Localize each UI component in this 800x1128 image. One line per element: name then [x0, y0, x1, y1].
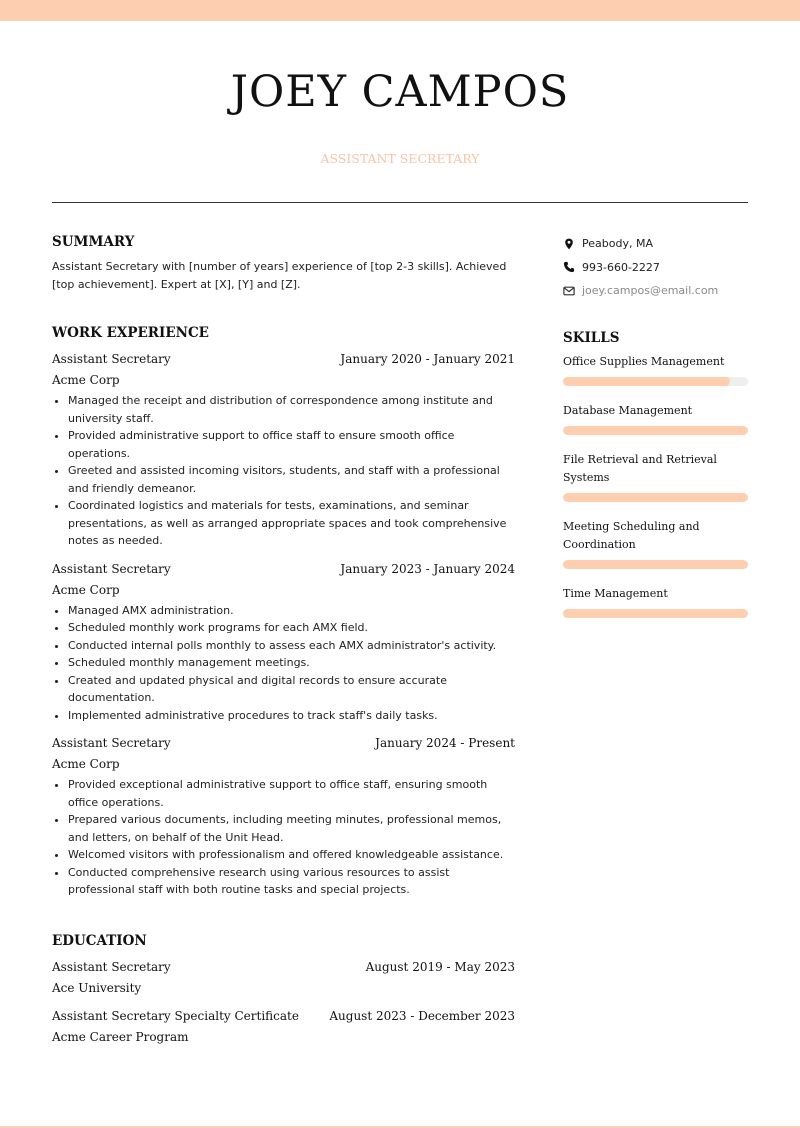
job-bullets — [52, 392, 515, 550]
job-entry — [52, 350, 515, 550]
skill-level-bar — [563, 609, 748, 618]
skill-name: Meeting Scheduling and Coordination — [563, 519, 700, 551]
job-bullet: • Provided administrative support to office staff to ensure smooth office operations. — [68, 427, 515, 462]
job-bullet: • Prepared various documents, including meeting minutes, professional memos, and letters, on behalf of the Unit Head. — [68, 811, 515, 846]
side-column — [563, 232, 748, 634]
work-experience-section — [52, 323, 515, 899]
map-pin-icon — [563, 238, 575, 250]
job-entry — [52, 560, 515, 725]
envelope-icon — [563, 285, 575, 297]
job-bullet: • Coordinated logistics and materials for tests, examinations, and seminar presentations, as well as arranged appropriate spaces and took comprehensive notes as needed. — [68, 497, 515, 550]
job-bullet: • Conducted comprehensive research using various resources to assist professional staff with both routine tasks and special projects. — [68, 864, 515, 899]
job-dates: January 2024 - Present — [375, 736, 515, 750]
job-bullet: • Managed AMX administration. — [68, 602, 515, 620]
job-dates: January 2023 - January 2024 — [340, 561, 515, 576]
summary-section — [52, 232, 515, 294]
skills-section — [563, 328, 748, 618]
skills-list — [563, 353, 748, 618]
job-bullet: • Managed the receipt and distribution of correspondence among institute and university staff. — [68, 392, 515, 427]
skill-item — [563, 402, 748, 435]
job-bullet: • Greeted and assisted incoming visitors, students, and staff with a professional and friendly demeanor. — [68, 462, 515, 497]
job-company: Acme Corp — [52, 757, 120, 771]
skill-name: Time Management — [563, 586, 668, 600]
skill-level-fill — [563, 609, 748, 618]
education-dates: August 2019 - May 2023 — [365, 959, 515, 974]
job-bullet: • Scheduled monthly work programs for each AMX field. — [68, 619, 515, 637]
education-school: Ace University — [52, 980, 142, 995]
header-divider — [52, 202, 748, 203]
education-dates: August 2023 - December 2023 — [329, 1008, 515, 1023]
work-experience-list — [52, 350, 515, 899]
skill-item — [563, 451, 748, 502]
skill-level-bar — [563, 560, 748, 569]
job-header-row — [52, 560, 515, 578]
job-bullet: • Scheduled monthly management meetings. — [68, 654, 515, 672]
education-school: Acme Career Program — [52, 1029, 189, 1044]
education-header-row — [52, 958, 515, 976]
summary-heading: SUMMARY — [52, 234, 135, 250]
job-bullet: • Welcomed visitors with professionalism and offered knowledgeable assistance. — [68, 846, 515, 864]
contact-email[interactable] — [563, 279, 748, 303]
skill-name: Database Management — [563, 403, 693, 417]
job-role: Assistant Secretary — [52, 561, 171, 576]
email-text[interactable]: joey.campos@email.com — [582, 284, 719, 298]
job-role: Assistant Secretary — [52, 736, 171, 750]
job-bullet: • Provided exceptional administrative support to office staff, ensuring smooth office operations. — [68, 776, 515, 811]
location-text: Peabody, MA — [582, 237, 653, 251]
job-entry — [52, 734, 515, 899]
education-header-row — [52, 1007, 515, 1025]
job-company: Acme Corp — [52, 582, 120, 597]
education-entry — [52, 1007, 515, 1046]
education-degree: Assistant Secretary — [52, 959, 171, 974]
job-header-row — [52, 734, 515, 752]
education-list — [52, 958, 515, 1046]
work-experience-heading: WORK EXPERIENCE — [52, 325, 209, 341]
skill-item — [563, 353, 748, 386]
candidate-name: JOEY CAMPOS — [230, 67, 570, 117]
education-heading: EDUCATION — [52, 932, 147, 949]
skill-level-fill — [563, 377, 730, 386]
job-title-header: ASSISTANT SECRETARY — [320, 151, 480, 166]
job-bullets — [52, 776, 515, 899]
skill-level-fill — [563, 560, 748, 569]
top-accent-band — [0, 0, 800, 21]
education-degree: Assistant Secretary Specialty Certificate — [52, 1008, 299, 1023]
skill-level-bar — [563, 493, 748, 502]
education-section — [52, 931, 515, 1046]
skill-level-fill — [563, 493, 748, 502]
skill-level-bar — [563, 377, 748, 386]
skill-name: File Retrieval and Retrieval Systems — [563, 452, 717, 484]
skills-heading: SKILLS — [563, 329, 620, 346]
job-bullet: • Implemented administrative procedures to track staff's daily tasks. — [68, 707, 515, 725]
skill-item — [563, 585, 748, 618]
job-bullet: • Conducted internal polls monthly to assess each AMX administrator's activity. — [68, 637, 515, 655]
phone-icon — [563, 261, 575, 273]
job-company: Acme Corp — [52, 373, 120, 387]
job-role: Assistant Secretary — [52, 352, 171, 366]
contact-block — [563, 232, 748, 303]
main-column — [52, 232, 515, 1046]
job-dates: January 2020 - January 2021 — [340, 352, 515, 366]
skill-item — [563, 518, 748, 569]
job-bullet: • Created and updated physical and digital records to ensure accurate documentation. — [68, 672, 515, 707]
skill-level-fill — [563, 426, 748, 435]
skill-name: Office Supplies Management — [563, 354, 725, 368]
summary-text: Assistant Secretary with [number of years] experience of [top 2-3 skills]. Achieved [top achievement]. Expert at [X], [Y] and [Z]. — [52, 260, 507, 291]
contact-phone — [563, 256, 748, 280]
job-header-row — [52, 350, 515, 368]
job-bullets — [52, 602, 515, 725]
skill-level-bar — [563, 426, 748, 435]
education-entry — [52, 958, 515, 997]
contact-location — [563, 232, 748, 256]
phone-text: 993-660-2227 — [582, 260, 660, 274]
